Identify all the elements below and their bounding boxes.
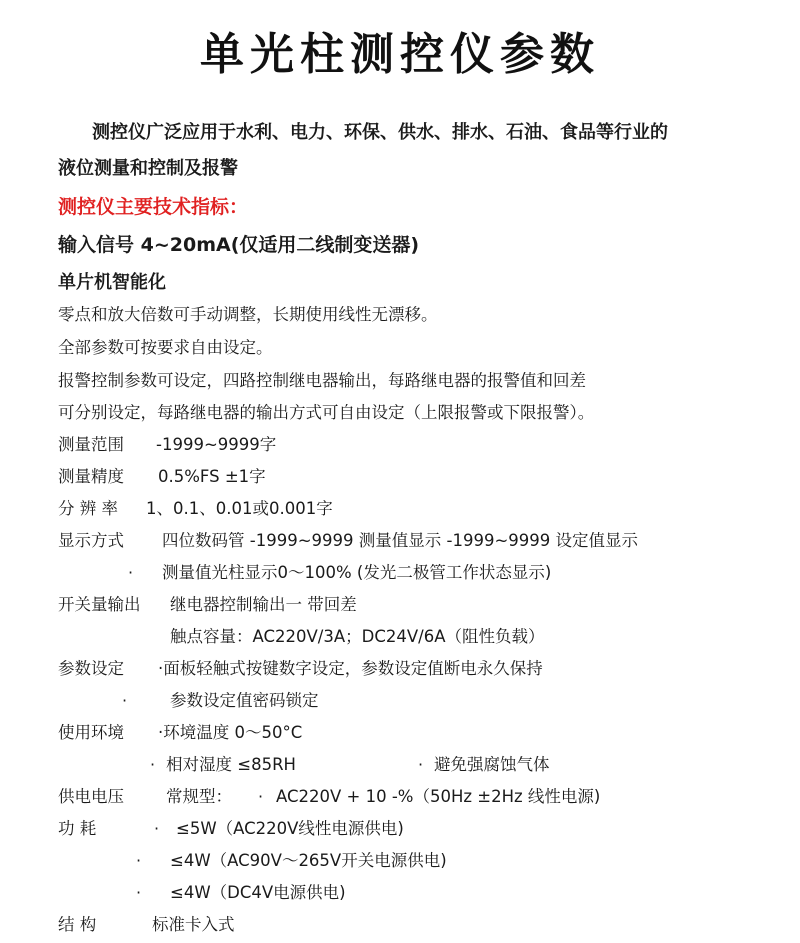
spec-label-param-setting: 参数设定: [58, 659, 124, 678]
spec-label-structure: 结 构: [58, 915, 97, 934]
spec-value-switch-output-1: 继电器控制输出一 带回差: [170, 595, 357, 614]
feature-line: 报警控制参数可设定，四路控制继电器输出，每路继电器的报警值和回差: [58, 371, 586, 390]
spec-label-power: 供电电压: [58, 787, 124, 806]
bullet-dot: ·: [154, 819, 160, 838]
input-signal: 输入信号 4~20mA(仅适用二线制变送器): [58, 234, 420, 256]
spec-value-display-2: 测量值光柱显示0～100% (发光二极管工作状态显示): [162, 563, 552, 582]
feature-line: 全部参数可按要求自由设定。: [58, 338, 273, 357]
spec-value-environment-2b: 避免强腐蚀气体: [434, 755, 550, 774]
bullet-dot: ·: [150, 755, 156, 774]
feature-line: 可分别设定，每路继电器的输出方式可自由设定（上限报警或下限报警）。: [58, 403, 595, 422]
spec-label-accuracy: 测量精度: [58, 467, 124, 486]
spec-value-resolution: 1、0.1、0.01或0.001字: [146, 499, 333, 518]
bullet-dot: ·: [128, 563, 134, 582]
spec-value-power-a: 常规型：: [166, 787, 232, 806]
spec-label-display: 显示方式: [58, 531, 124, 550]
spec-value-switch-output-2: 触点容量：AC220V/3A；DC24V/6A（阻性负载）: [170, 627, 545, 646]
bullet-dot: ·: [418, 755, 424, 774]
mcu-heading: 单片机智能化: [58, 272, 166, 293]
spec-label-range: 测量范围: [58, 435, 124, 454]
spec-heading: 测控仪主要技术指标：: [58, 196, 249, 218]
spec-value-environment-1: ·环境温度 0～50°C: [158, 723, 303, 742]
spec-label-consumption: 功 耗: [58, 819, 97, 838]
bullet-dot: ·: [258, 787, 264, 806]
spec-value-display-1: 四位数码管 -1999~9999 测量值显示 -1999~9999 设定值显示: [162, 531, 639, 550]
spec-label-switch-output: 开关量输出: [58, 595, 141, 614]
spec-value-consumption-2: ≤4W（AC90V～265V开关电源供电): [170, 851, 447, 870]
spec-label-resolution: 分 辨 率: [58, 499, 118, 518]
spec-value-range: -1999~9999字: [156, 435, 277, 454]
bullet-dot: ·: [136, 883, 142, 902]
spec-value-consumption-1: ≤5W（AC220V线性电源供电): [176, 819, 404, 838]
intro-line-2: 液位测量和控制及报警: [58, 158, 238, 179]
page-title: 单光柱测控仪参数: [200, 29, 600, 80]
spec-value-consumption-3: ≤4W（DC4V电源供电): [170, 883, 346, 902]
spec-value-structure: 标准卡入式: [152, 915, 235, 934]
spec-value-power-b: AC220V + 10 -%（50Hz ±2Hz 线性电源): [276, 787, 601, 806]
spec-value-param-setting-1: ·面板轻触式按键数字设定，参数设定值断电永久保持: [158, 659, 543, 678]
spec-label-environment: 使用环境: [58, 723, 124, 742]
bullet-dot: ·: [122, 691, 128, 710]
intro-line-1: 测控仪广泛应用于水利、电力、环保、供水、排水、石油、食品等行业的: [92, 122, 668, 143]
bullet-dot: ·: [136, 851, 142, 870]
spec-value-param-setting-2: 参数设定值密码锁定: [170, 691, 319, 710]
spec-value-environment-2a: 相对湿度 ≤85RH: [166, 755, 296, 774]
feature-line: 零点和放大倍数可手动调整，长期使用线性无漂移。: [58, 305, 438, 324]
spec-value-accuracy: 0.5%FS ±1字: [158, 467, 266, 486]
